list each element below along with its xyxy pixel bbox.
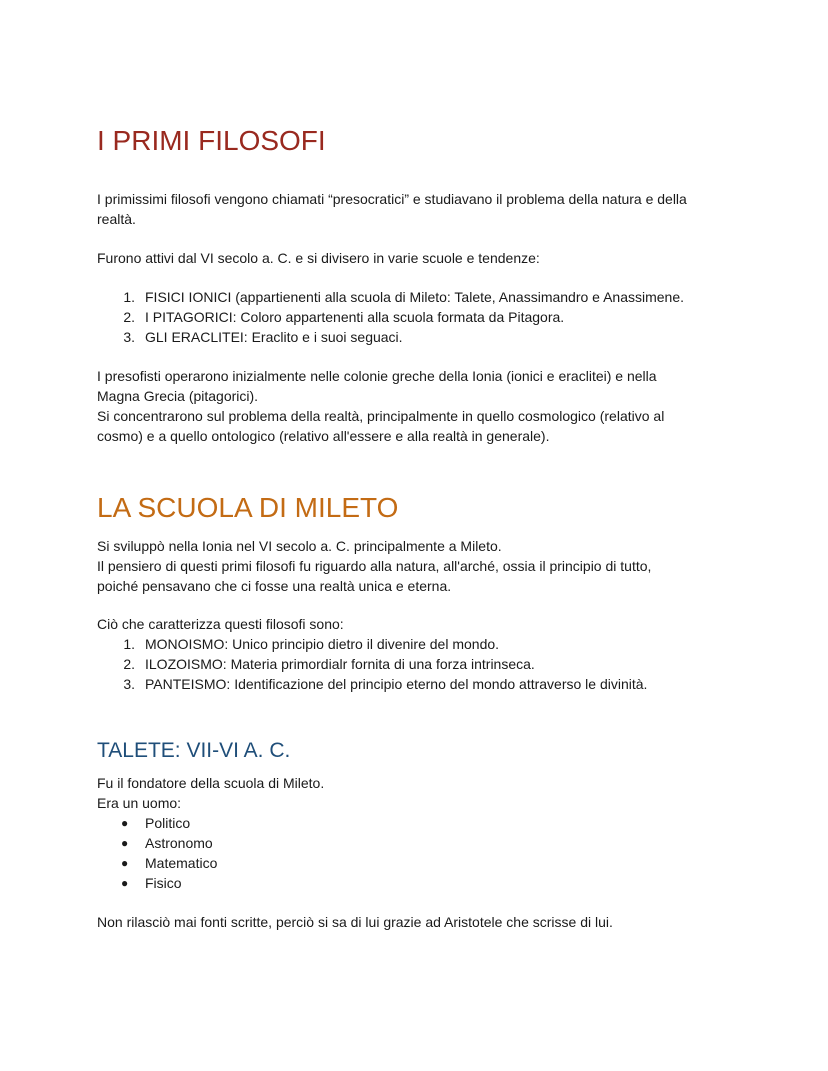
closing-line: cosmo) e a quello ontologico (relativo all'essere e alla realtà in generale). — [97, 428, 550, 444]
bullet-icon: ● — [121, 856, 129, 870]
talete-line: Era un uomo: — [97, 795, 182, 811]
section-title-talete: TALETE: VII-VI A. C. — [97, 739, 291, 762]
closing-line: Magna Grecia (pitagorici). — [97, 388, 259, 404]
bullet-icon: ● — [121, 876, 129, 890]
activity-paragraph: Furono attivi dal VI secolo a. C. e si divisero in varie scuole e tendenze: — [97, 250, 540, 266]
mileto-line: poiché pensavano che ci fosse una realtà unica e eterna. — [97, 578, 452, 594]
list-item: 1. FISICI IONICI (appartienenti alla scuola di Mileto: Talete, Anassimandro e Anassimene. — [123, 289, 685, 305]
list-item: 3. GLI ERACLITEI: Eraclito e i suoi seguaci. — [123, 329, 403, 345]
roles-list — [97, 813, 757, 893]
section-title-scuola-mileto: LA SCUOLA DI MILETO — [97, 492, 399, 523]
list-item: 3. PANTEISMO: Identificazione del principio eterno del mondo attraverso le divinità. — [123, 676, 648, 692]
bullet-icon: ● — [121, 836, 129, 850]
closing-line: I presofisti operarono inizialmente nelle colonie greche della Ionia (ionici e eraclitei) e nella — [97, 368, 657, 384]
list-item: 2. ILOZOISMO: Materia primordialr fornita di una forza intrinseca. — [123, 656, 535, 672]
list-item: 2. I PITAGORICI: Coloro appartenenti alla scuola formata da Pitagora. — [123, 309, 565, 325]
intro-line: I primissimi filosofi vengono chiamati “presocratici” e studiavano il problema della natura e della — [97, 191, 687, 207]
talete-closing: Non rilasciò mai fonti scritte, perciò si sa di lui grazie ad Aristotele che scrisse di lui. — [97, 914, 613, 930]
section-title-primi-filosofi: I PRIMI FILOSOFI — [97, 125, 326, 156]
list-item: ● Astronomo — [121, 835, 213, 851]
talete-line: Fu il fondatore della scuola di Mileto. — [97, 775, 325, 791]
list-item: ● Fisico — [121, 875, 182, 891]
schools-list — [97, 287, 757, 347]
intro-line: realtà. — [97, 211, 136, 227]
closing-line: Si concentrarono sul problema della realtà, principalmente in quello cosmologico (relativo al — [97, 408, 665, 424]
mileto-line: Il pensiero di questi primi filosofi fu riguardo alla natura, all'arché, ossia il principio di tutto, — [97, 558, 652, 574]
traits-list — [97, 634, 757, 694]
talete-intro-paragraph — [97, 773, 737, 813]
mileto-line: Si sviluppò nella Ionia nel VI secolo a. C. principalmente a Mileto. — [97, 538, 502, 554]
closing-paragraph — [97, 366, 737, 446]
traits-intro: Ciò che caratterizza questi filosofi sono: — [97, 616, 344, 632]
mileto-intro-paragraph — [97, 536, 737, 596]
list-item: ● Politico — [121, 815, 191, 831]
intro-paragraph — [97, 189, 737, 229]
bullet-icon: ● — [121, 816, 129, 830]
list-item: ● Matematico — [121, 855, 218, 871]
list-item: 1. MONOISMO: Unico principio dietro il divenire del mondo. — [123, 636, 500, 652]
